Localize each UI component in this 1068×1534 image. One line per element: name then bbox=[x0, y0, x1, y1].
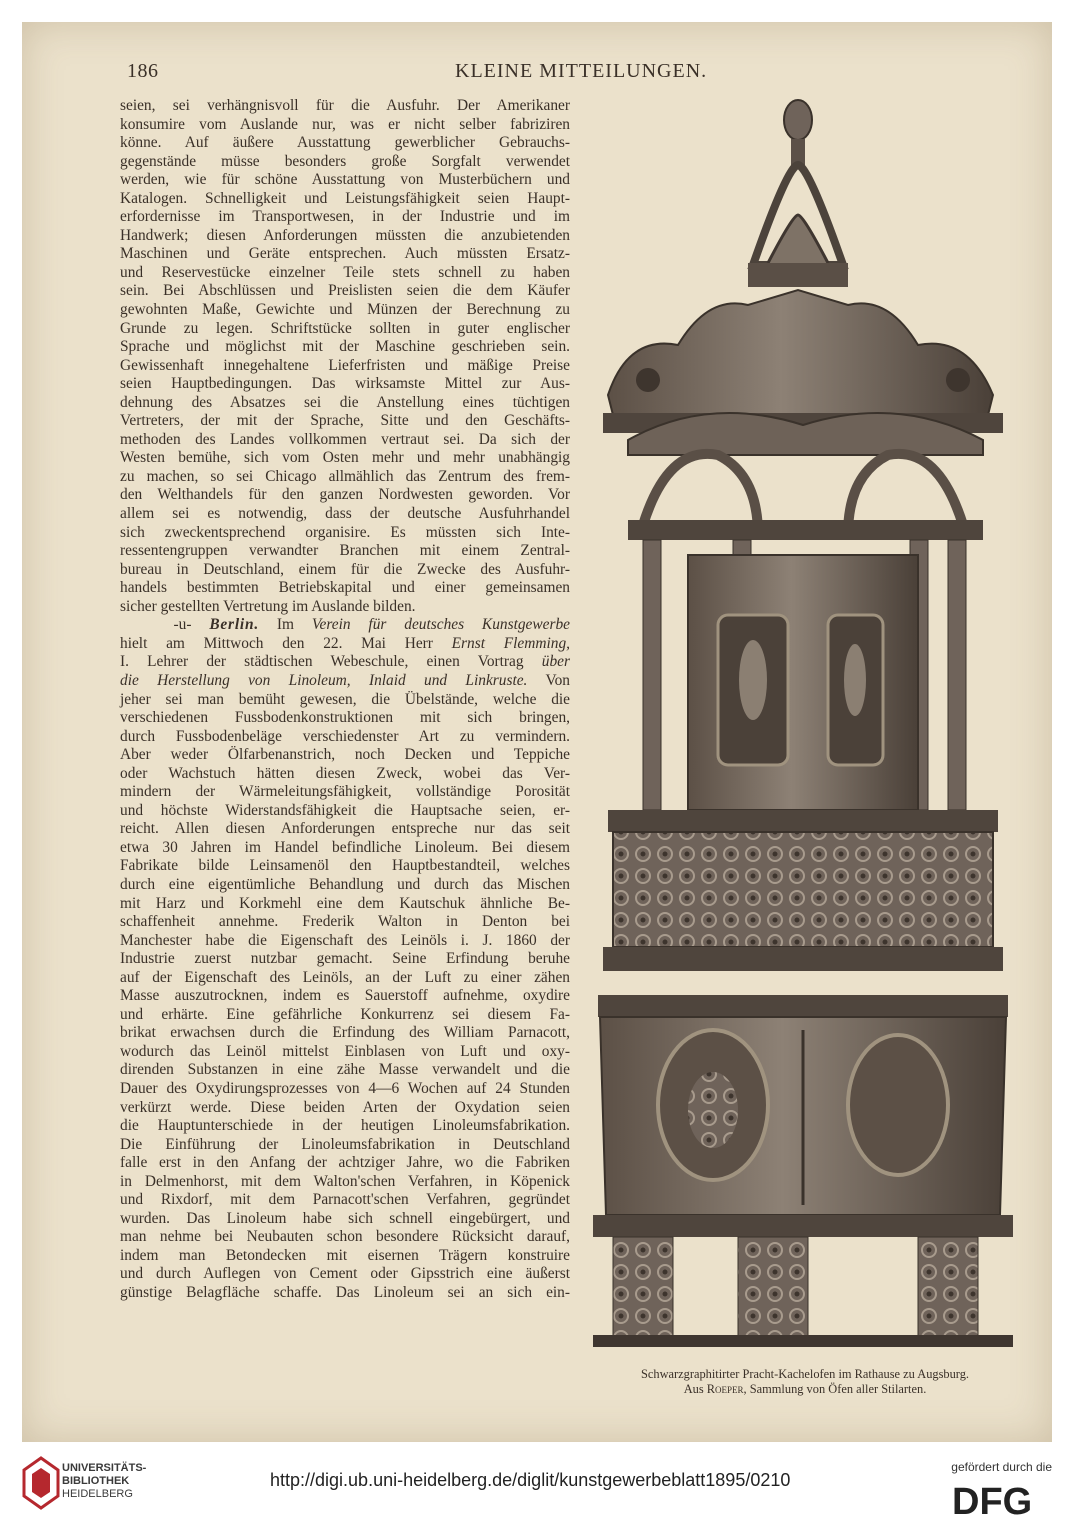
body-line: gewohnten Maße, Gewichte und Münzen der Berechnung zu bbox=[120, 301, 570, 319]
paragraph-linoleum bbox=[120, 691, 570, 1303]
body-line: in Delmenhorst, mit dem Walton'schen Verfahren, in Köpenick bbox=[120, 1172, 570, 1190]
body-line: auf der Eigenschaft des Leinöls, an der Luft zu einer zähen bbox=[120, 968, 570, 986]
body-line: und erhärte. Eine gefährliche Konkurrenz sei diesem Fa- bbox=[120, 1005, 570, 1023]
body-line: sicher gestellten Vertretung im Auslande bilden. bbox=[120, 597, 416, 615]
body-line: ressentengruppen verwandter Branchen mit einem Zentral- bbox=[120, 542, 570, 560]
footer-bar bbox=[0, 1442, 1068, 1534]
body-line: brikat erwachsen durch die Erfindung des William Parnacott, bbox=[120, 1024, 570, 1042]
tiled-stove-illustration bbox=[588, 95, 1018, 1365]
stove-lower-body bbox=[593, 995, 1013, 1237]
body-line: werden, wie für schöne Ausstattung von Musterbüchern und bbox=[120, 171, 570, 189]
body-line: -u- Berlin. Im Verein für deutsches Kunstgewerbe bbox=[173, 616, 570, 634]
body-line: Handwerk; diesen Anforderungen müssten die anzubietenden bbox=[120, 226, 570, 244]
body-line: Dauer des Oxydirungsprozesses von 4—6 Wochen auf 24 Stunden bbox=[120, 1079, 570, 1097]
body-line: verkürzt werde. Diese beiden Arten der Oxydation seien bbox=[120, 1098, 570, 1116]
body-line: und durch Auflegen von Cement oder Gipsstrich eine äußerst bbox=[120, 1265, 570, 1283]
dfg-logo-icon bbox=[952, 1480, 1052, 1520]
digital-library-link[interactable]: http://digi.ub.uni-heidelberg.de/diglit/kunstgewerbeblatt1895/0210 bbox=[270, 1470, 791, 1490]
body-line: seien Hauptbedingungen. Das wirksamste Mittel zur Aus- bbox=[120, 375, 570, 393]
body-line: die Hauptunterschiede in der heutigen Linoleumsfabrikation. bbox=[120, 1117, 570, 1135]
body-line: wurden. Das Linoleum habe sich schnell eingebürgert, und bbox=[120, 1209, 570, 1227]
body-line: und höchste Widerstandsfähigkeit die Hauptsache seien, er- bbox=[120, 801, 570, 819]
body-text-column bbox=[120, 97, 570, 1303]
caption-author: Roeper, bbox=[706, 1382, 747, 1396]
body-line: hielt am Mittwoch den 22. Mai Herr Ernst Flemming, bbox=[120, 634, 570, 652]
paragraph-berlin bbox=[120, 616, 570, 690]
body-line: die Herstellung von Linoleum, Inlaid und Linkruste. Von bbox=[120, 671, 570, 689]
body-line: sich zweckentsprechend organisire. Es müssten sich Inte- bbox=[120, 523, 570, 541]
lecture-topic: die Herstellung von Linoleum, Inlaid und Linkruste. bbox=[120, 671, 528, 689]
speaker-name: Ernst Flemming, bbox=[451, 634, 570, 652]
body-line: etwa 30 Jahren im Handel befindliche Linoleum. Bei diesem bbox=[120, 838, 570, 856]
body-line: bureau in Deutschland, einem für die Zwecke des Ausfuhr- bbox=[120, 560, 570, 578]
library-name: UNIVERSITÄTS- BIBLIOTHEK HEIDELBERG bbox=[62, 1462, 147, 1500]
body-line: Die Einführung der Linoleumsfabrikation in Deutschland bbox=[120, 1135, 570, 1153]
body-line: allem sei es notwendig, dass der deutsche Ausfuhrhandel bbox=[120, 505, 570, 523]
caption-line-2: Aus Roeper, Sammlung von Öfen aller Stilarten. bbox=[683, 1382, 927, 1396]
body-line: direnden Substanzen in eine zähe Masse verwandelt und die bbox=[120, 1061, 570, 1079]
body-line: Grunde zu legen. Schriftstücke sollten in guter englischer bbox=[120, 319, 570, 337]
body-line: schaffenheit annehme. Frederik Walton in Denton bei bbox=[120, 913, 570, 931]
running-title: KLEINE MITTEILUNGEN. bbox=[455, 60, 708, 82]
body-line: durch Fussbodenbeläge verschiedenster Art zu vermindern. bbox=[120, 727, 570, 745]
body-line: oder Wachstuch hätten diesen Zweck, wobei das Ver- bbox=[120, 764, 570, 782]
body-line: mit Harz und Korkmehl eine dem Kautschuk ähnliche Be- bbox=[120, 894, 570, 912]
body-line: Gewissenhaft innegehaltene Lieferfristen und mäßige Preise bbox=[120, 356, 570, 374]
figure-caption bbox=[590, 1367, 1020, 1397]
body-line: verschiedenen Fussbodenkonstruktionen mit sich bringen, bbox=[120, 709, 570, 727]
body-line: indem man Betondecken mit eisernen Trägern konstruire bbox=[120, 1246, 570, 1264]
body-line: Westen bemühe, sich vom Osten mehr und mehr unabhängig bbox=[120, 449, 570, 467]
body-line: günstige Belagfläche schaffe. Das Linoleum sei an sich ein- bbox=[120, 1284, 570, 1301]
body-line: jeher sei man bemüht gewesen, die Übelstände, welche die bbox=[120, 690, 570, 708]
stove-middle-tier bbox=[603, 810, 1003, 971]
body-line: könne. Auf äußere Ausstattung gewerblicher Gebrauchs- bbox=[120, 134, 570, 152]
body-line: falle erst in den Anfang der achtziger Jahre, wo die Fabriken bbox=[120, 1154, 570, 1172]
body-line: man nehme bei Neubauten schon besondere Rücksicht darauf, bbox=[120, 1228, 570, 1246]
ub-heidelberg-logo-icon bbox=[22, 1456, 60, 1510]
body-line: handels bestimmten Betriebskapital und einer gemeinsamen bbox=[120, 579, 570, 597]
body-line: Manchester habe die Eigenschaft des Leinöls i. J. 1860 der bbox=[120, 931, 570, 949]
body-line: und Reservestücke einzelner Teile stets schnell zu haben bbox=[120, 263, 570, 281]
body-line: dehnung des Absatzes sei die Anstellung eines tüchtigen bbox=[120, 393, 570, 411]
society-name: Verein für deutsches Kunstgewerbe bbox=[311, 616, 570, 634]
stove-finial bbox=[748, 100, 848, 287]
body-line: Vertreters, der mit der Sprache, Sitte und den Geschäfts- bbox=[120, 412, 570, 430]
body-line: Sprache und möglichst mit der Maschine geschrieben sein. bbox=[120, 338, 570, 356]
body-line: durch eine eigentümliche Behandlung und durch das Mischen bbox=[120, 875, 570, 893]
body-line: zu machen, so sei Chicago allmählich das Zentrum des frem- bbox=[120, 467, 570, 485]
caption-line-1: Schwarzgraphitirter Pracht-Kachelofen im Rathause zu Augsburg. bbox=[640, 1367, 970, 1381]
body-line: mindern der Wärmeleitungsfähigkeit, vollständige Porosität bbox=[120, 783, 570, 801]
body-line: konsumire vom Auslande nur, was er nicht selber fabriziren bbox=[120, 115, 570, 133]
body-line: sein. Bei Abschlüssen und Preislisten seien die dem Käufer bbox=[120, 282, 570, 300]
page-number: 186 bbox=[127, 60, 159, 82]
place-name: Berlin. bbox=[209, 616, 260, 634]
paragraph-export bbox=[120, 97, 570, 616]
body-line: erfordernisse im Transportwesen, in der Industrie und im bbox=[120, 208, 570, 226]
body-line: Aber weder Ölfarbenanstrich, noch Decken und Teppiche bbox=[120, 746, 570, 764]
svg-text:DFG: DFG bbox=[952, 1481, 1033, 1520]
funding-note: gefördert durch die bbox=[951, 1460, 1052, 1474]
body-line: Katalogen. Schnelligkeit und Leistungsfähigkeit seien Haupt- bbox=[120, 189, 570, 207]
body-line: und Rixdorf, mit dem Parnacott'schen Verfahren, gegründet bbox=[120, 1191, 570, 1209]
body-line: methoden des Landes vollkommen vertraut sei. Da sich der bbox=[120, 430, 570, 448]
body-line: wodurch das Leinöl mittelst Einblasen von Luft und oxy- bbox=[120, 1042, 570, 1060]
body-line: I. Lehrer der städtischen Webeschule, einen Vortrag über bbox=[120, 653, 570, 671]
body-line: Masse auszutrocknen, indem es Sauerstoff aufnehme, oxydire bbox=[120, 987, 570, 1005]
stove-canopy bbox=[628, 413, 983, 540]
body-line: gegenstände müsse besonders große Sorgfalt verwendet bbox=[120, 152, 570, 170]
body-line: Maschinen und Geräte entsprechen. Auch müssten Ersatz- bbox=[120, 245, 570, 263]
body-line: seien, sei verhängnisvoll für die Ausfuhr. Der Amerikaner bbox=[120, 97, 570, 114]
body-line: den Welthandels für den ganzen Nordwesten geworden. Vor bbox=[120, 486, 570, 504]
body-line: reicht. Allen diesen Anforderungen entspreche nur das seit bbox=[120, 820, 570, 838]
body-line: Fabrikate bilde Leinsamenöl den Hauptbestandteil, welches bbox=[120, 857, 570, 875]
body-line: Industrie zuerst nutzbar gemacht. Seine Erfindung beruhe bbox=[120, 950, 570, 968]
stove-crown bbox=[603, 290, 1003, 433]
stove-upper-body bbox=[688, 555, 918, 810]
stove-feet bbox=[593, 1237, 1013, 1347]
